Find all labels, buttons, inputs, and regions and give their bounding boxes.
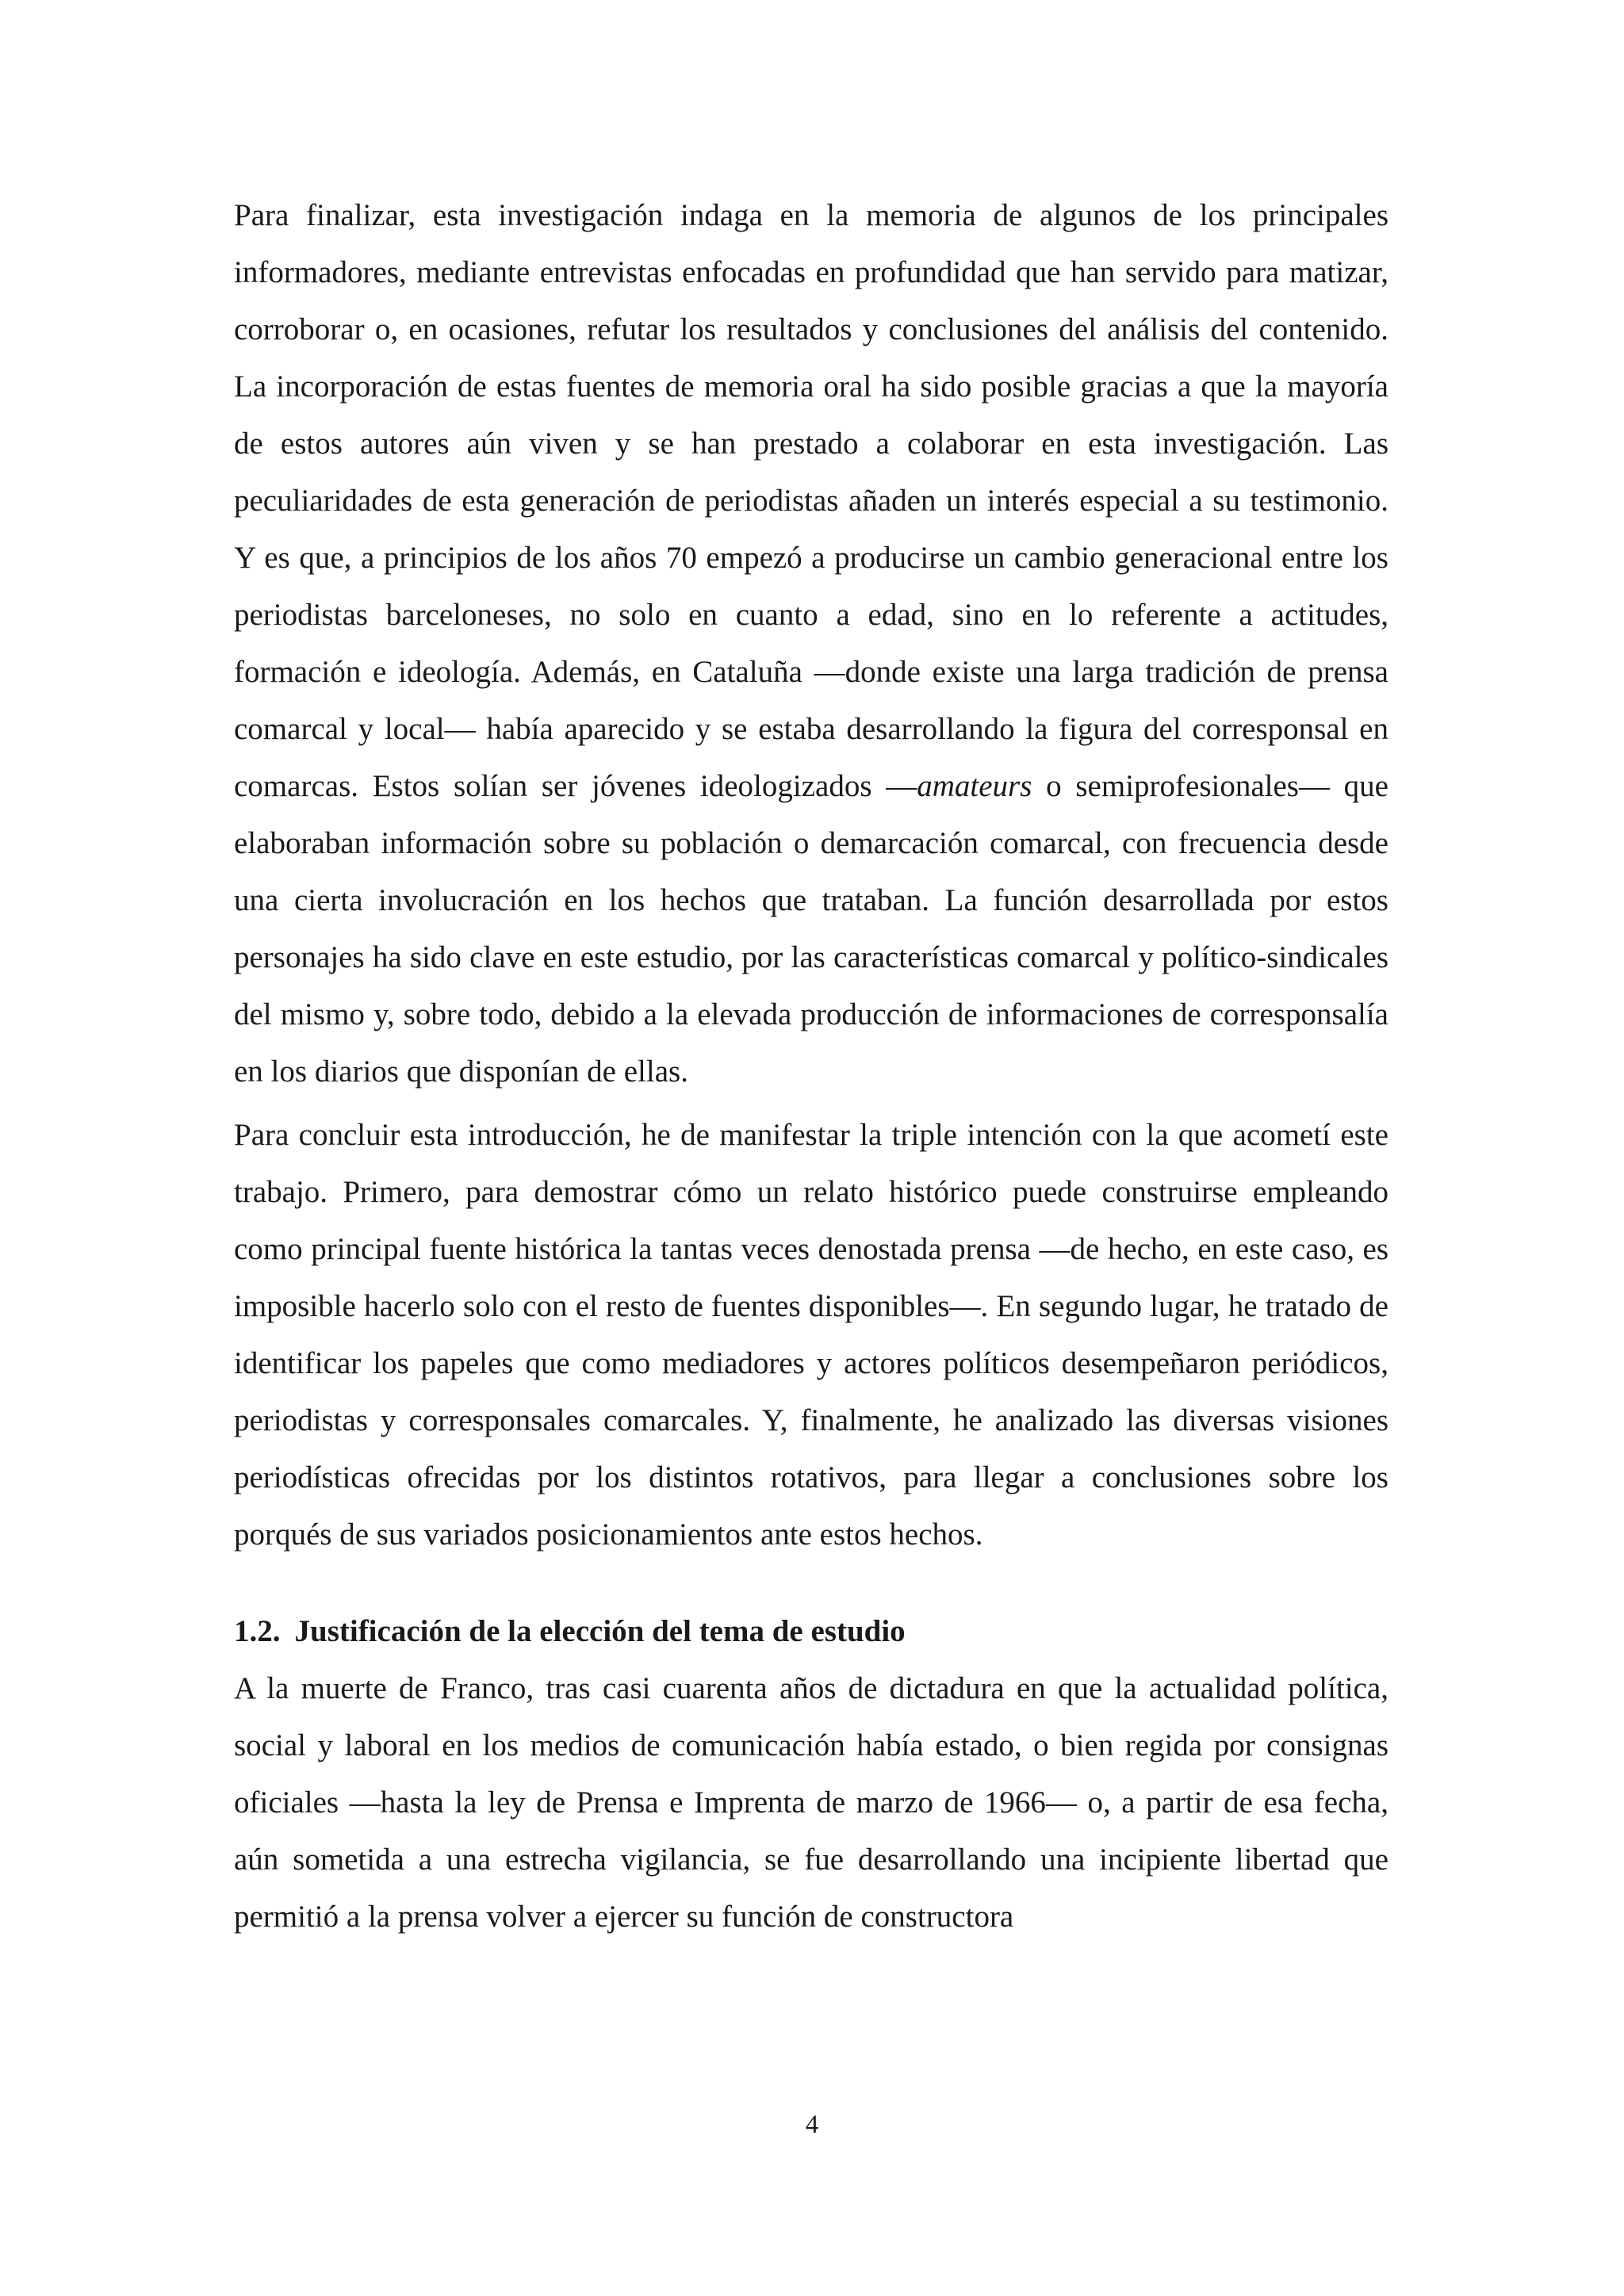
paragraph-memoria-oral: [234, 187, 1388, 1100]
italic-term: amateurs: [917, 769, 1032, 803]
page-number: 4: [805, 2110, 819, 2139]
body-text: [234, 187, 1388, 1946]
section-heading: [234, 1603, 1388, 1660]
section-number: 1.2.: [234, 1614, 281, 1648]
paragraph-text-continued: o semiprofesionales— que elaboraban información sobre su población o demarcación comarcal, con frecuencia desde una cierta involucración en los hechos que trataban. La función desarrollada por estos personajes ha sido clave en este estudio, por las características comarcal y político-sindicales del mismo y, sobre todo, debido a la elevada producción de informaciones de corresponsalía en los diarios que disponían de ellas.: [234, 769, 1388, 1089]
paragraph-text: Para finalizar, esta investigación indaga en la memoria de algunos de los principales informadores, mediante entrevistas enfocadas en profundidad que han servido para matizar, corroborar o, en ocasiones, refutar los resultados y conclusiones del análisis del contenido. La incorporación de estas fuentes de memoria oral ha sido posible gracias a que la mayoría de estos autores aún viven y se han prestado a colaborar en esta investigación. Las peculiaridades de esta generación de periodistas añaden un interés especial a su testimonio. Y es que, a principios de los años 70 empezó a producirse un cambio generacional entre los periodistas barceloneses, no solo en cuanto a edad, sino en lo referente a actitudes, formación e ideología. Además, en Cataluña —donde existe una larga tradición de prensa comarcal y local— había aparecido y se estaba desarrollando la figura del corresponsal en comarcas. Estos solían ser jóvenes ideologizados —: [234, 198, 1388, 803]
paragraph-triple-intencion: Para concluir esta introducción, he de manifestar la triple intención con la que acometí este trabajo. Primero, para demostrar cómo un relato histórico puede construirse empleando como principal fuente histórica la tantas veces denostada prensa —de hecho, en este caso, es imposible hacerlo solo con el resto de fuentes disponibles—. En segundo lugar, he tratado de identificar los papeles que como mediadores y actores políticos desempeñaron periódicos, periodistas y corresponsales comarcales. Y, finalmente, he analizado las diversas visiones periodísticas ofrecidas por los distintos rotativos, para llegar a conclusiones sobre los porqués de sus variados posicionamientos ante estos hechos.: [234, 1118, 1388, 1552]
section-title: Justificación de la elección del tema de estudio: [294, 1614, 906, 1648]
paragraph-justificacion: A la muerte de Franco, tras casi cuarenta años de dictadura en que la actualidad política, social y laboral en los medios de comunicación había estado, o bien regida por consignas oficiales —hasta la ley de Prensa e Imprenta de marzo de 1966— o, a partir de esa fecha, aún sometida a una estrecha vigilancia, se fue desarrollando una incipiente libertad que permitió a la prensa volver a ejercer su función de constructora: [234, 1671, 1388, 1934]
